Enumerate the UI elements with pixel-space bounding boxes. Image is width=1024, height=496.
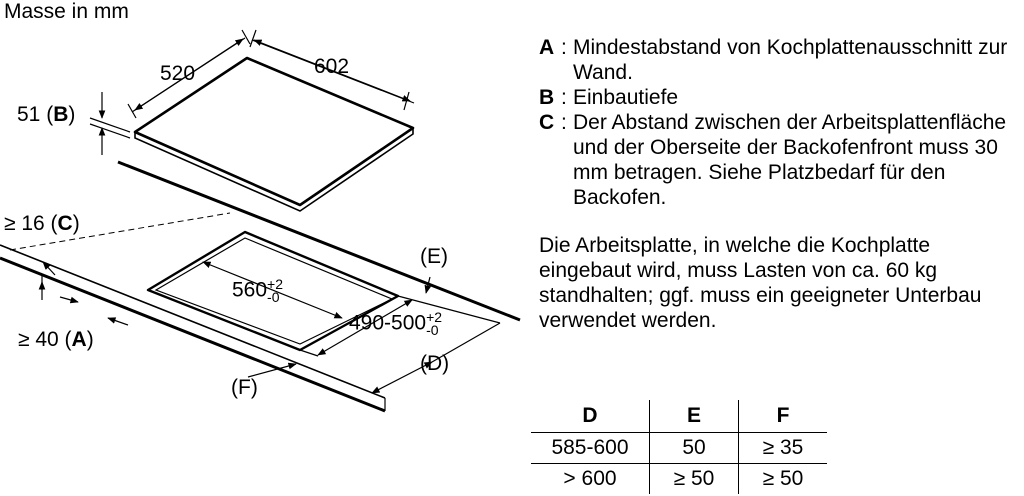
legend-key-a: A <box>539 36 555 59</box>
clearance-table <box>531 400 827 494</box>
table-cell: ≥ 50 <box>650 464 739 495</box>
table-cell: 50 <box>650 433 739 464</box>
legend-text-c: Der Abstand zwischen der Arbeitsplattenfläche und der Oberseite der Backofenfront muss 30 mm betragen. Siehe Platzbedarf für den Backofen. <box>573 111 1007 209</box>
depth-dimension-label: 520 <box>160 62 196 85</box>
gap-c-key: C <box>57 212 73 235</box>
units-label: Masse in mm <box>4 0 129 23</box>
hob-dimension-lines <box>90 30 414 155</box>
table-cell: ≥ 50 <box>739 464 828 495</box>
e-label: (E) <box>420 245 448 268</box>
legend-text-b: Einbautiefe <box>573 86 679 109</box>
table-header-e: E <box>650 400 739 433</box>
cutout-width-tolerance: +2 -0 <box>267 276 284 305</box>
table-header-f: F <box>776 404 790 427</box>
table-cell: > 600 <box>531 464 650 495</box>
height-dimension-label: 51 (B) <box>17 103 76 126</box>
legend-item-b: B : Einbautiefe <box>539 85 1019 110</box>
legend-text-a: Mindestabstand von Kochplattenausschnitt zur Wand. <box>573 36 1008 84</box>
table-row <box>531 464 827 495</box>
cutout-depth-label: 490-500+2 -0 <box>349 309 443 338</box>
gap-a-key: A <box>71 328 87 351</box>
table-cell: 585-600 <box>531 433 650 464</box>
f-label: (F) <box>231 376 258 399</box>
legend-item-a: A : Mindestabstand von Kochplattenausschnitt zur Wand. <box>539 35 1019 85</box>
load-note: Die Arbeitsplatte, in welche die Kochplatte eingebaut wird, muss Lasten von ca. 60 kg standhalten; ggf. muss ein geeigneter Unterbau verwendet werden. <box>539 234 982 332</box>
cutout-depth-tolerance: +2 -0 <box>426 309 443 338</box>
legend-item-c: C : Der Abstand zwischen der Arbeitsplattenfläche und der Oberseite der Backofenfront muss 30 mm betragen. Siehe Platzbedarf für den Backofen. <box>539 110 1019 210</box>
gap-c-label: ≥ 16 (C) <box>4 212 80 235</box>
table-header-d: D <box>582 404 598 427</box>
height-key: B <box>53 103 69 126</box>
table-cell: ≥ 35 <box>739 433 828 464</box>
width-dimension-label: 602 <box>314 55 350 78</box>
legend <box>539 35 1019 210</box>
d-label: (D) <box>420 352 450 375</box>
cutout-width-label: 560+2 -0 <box>232 276 284 305</box>
legend-key-c: C <box>539 111 555 134</box>
gap-a-label: ≥ 40 (A) <box>18 328 94 351</box>
legend-key-b: B <box>539 86 555 109</box>
table-row <box>531 433 827 464</box>
table-header-row <box>531 400 827 433</box>
